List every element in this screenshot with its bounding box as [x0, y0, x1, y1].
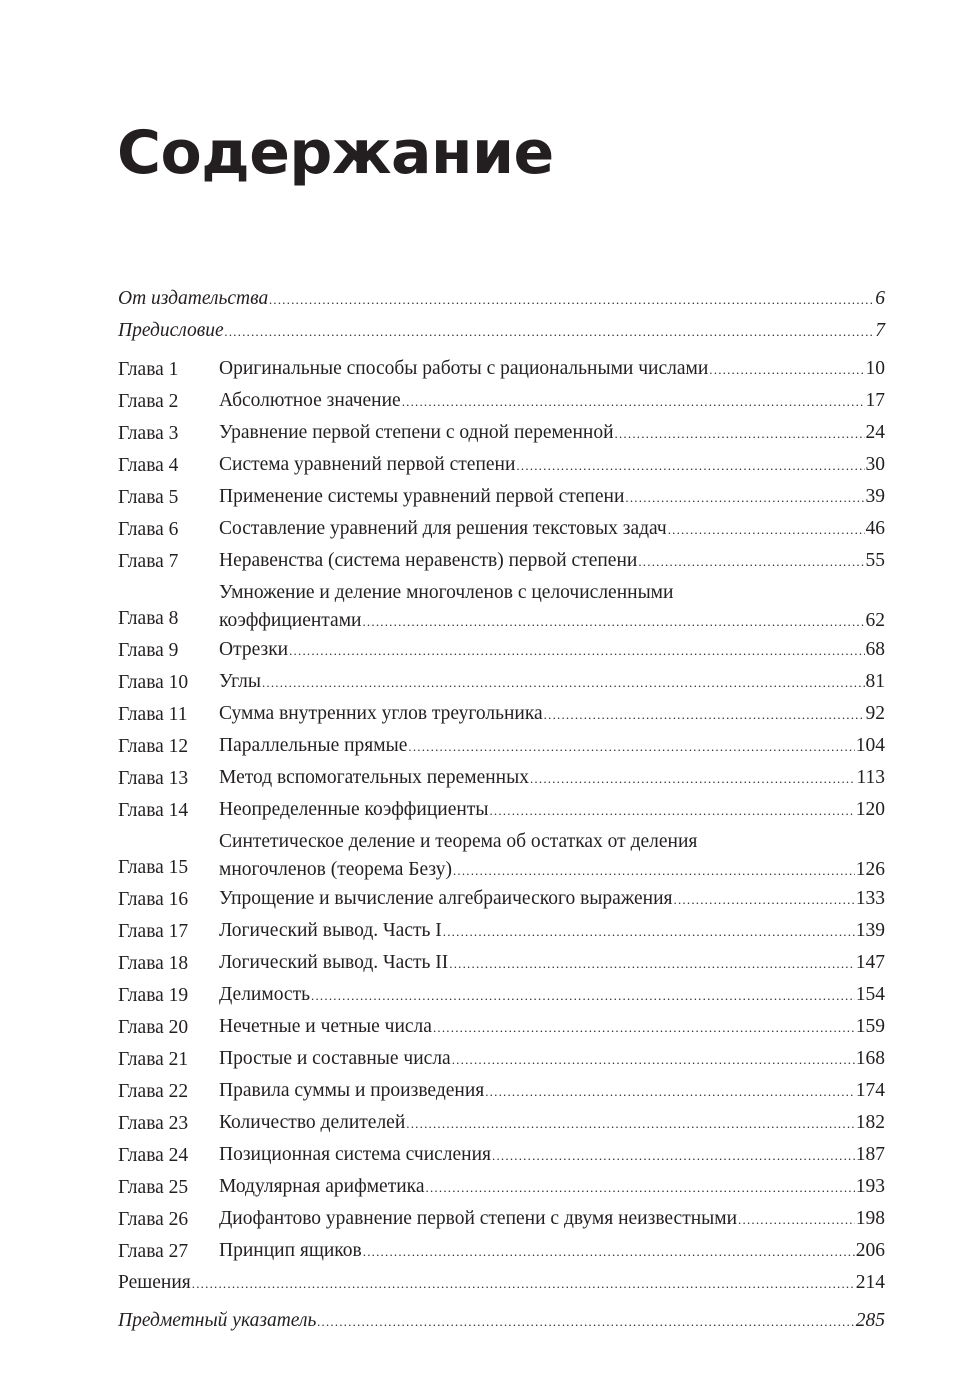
entry-title: Предметный указатель — [118, 1310, 317, 1331]
entry-title: Углы — [219, 671, 261, 692]
entry-title: коэффициентами — [219, 610, 362, 631]
page-number: 154 — [855, 984, 885, 1005]
chapter-label: Глава 13 — [118, 768, 189, 789]
chapter-label: Глава 25 — [118, 1177, 189, 1198]
chapter-label: Глава 21 — [118, 1049, 189, 1070]
dot-leader — [625, 482, 864, 513]
dot-leader — [453, 858, 855, 883]
entry-title: Уравнение первой степени с одной переменной — [219, 422, 614, 443]
dot-leader — [289, 635, 864, 666]
chapter-label: Глава 1 — [118, 359, 179, 380]
dot-leader — [709, 354, 864, 385]
chapter-label: Глава 26 — [118, 1209, 189, 1230]
toc-entry[interactable] — [118, 1011, 885, 1043]
chapter-label: Глава 2 — [118, 391, 179, 412]
dot-leader — [674, 884, 855, 915]
entry-title: Позиционная система счисления — [219, 1144, 492, 1165]
chapter-label: Глава 8 — [118, 608, 179, 629]
page-number: 159 — [855, 1016, 885, 1037]
chapter-label: Глава 6 — [118, 519, 179, 540]
dot-leader — [317, 1306, 854, 1337]
dot-leader — [443, 916, 855, 947]
chapter-label: Глава 14 — [118, 800, 189, 821]
page-number: 17 — [865, 390, 885, 411]
toc-entry[interactable] — [118, 513, 885, 545]
dot-leader — [638, 546, 864, 577]
page-number: 285 — [855, 1310, 885, 1331]
page-number: 214 — [855, 1272, 885, 1293]
chapter-label: Глава 27 — [118, 1241, 189, 1262]
chapter-label: Глава 19 — [118, 985, 189, 1006]
entry-title: Количество делителей — [219, 1112, 406, 1133]
dot-leader — [311, 980, 855, 1011]
toc-entry[interactable] — [118, 481, 885, 513]
toc-entry[interactable] — [118, 634, 885, 666]
dot-leader — [363, 1236, 855, 1267]
chapter-label: Глава 22 — [118, 1081, 189, 1102]
dot-leader — [225, 316, 875, 347]
page-number: 104 — [855, 735, 885, 756]
chapter-label: Глава 3 — [118, 423, 179, 444]
chapter-label: Глава 9 — [118, 640, 179, 661]
dot-leader — [738, 1204, 855, 1235]
page-number: 147 — [855, 952, 885, 973]
toc-entry[interactable] — [118, 915, 885, 947]
entry-title: Метод вспомогательных переменных — [219, 767, 529, 788]
entry-title: Неравенства (система неравенств) первой степени — [219, 550, 638, 571]
entry-title: Правила суммы и произведения — [219, 1080, 485, 1101]
page-title: Содержание — [117, 118, 554, 188]
entry-title: Неопределенные коэффициенты — [219, 799, 489, 820]
page-number: 198 — [855, 1208, 885, 1229]
toc-entry[interactable] — [118, 883, 885, 915]
dot-leader — [530, 763, 856, 794]
toc-entry[interactable] — [118, 947, 885, 979]
page-number: 39 — [865, 486, 885, 507]
toc-entry[interactable] — [118, 1171, 885, 1203]
page-number: 30 — [865, 454, 885, 475]
dot-leader — [485, 1076, 855, 1107]
toc-entry[interactable] — [118, 666, 885, 698]
entry-title: Решения — [118, 1272, 191, 1293]
chapter-label: Глава 12 — [118, 736, 189, 757]
toc-entry[interactable] — [118, 1235, 885, 1267]
toc-entry[interactable] — [118, 698, 885, 730]
entry-title: Принцип ящиков — [219, 1240, 362, 1261]
page-number: 206 — [855, 1240, 885, 1261]
toc-entry[interactable] — [118, 762, 885, 794]
chapter-label: Глава 23 — [118, 1113, 189, 1134]
toc-entry[interactable] — [118, 1203, 885, 1235]
chapter-label: Глава 16 — [118, 889, 189, 910]
page-number: 120 — [855, 799, 885, 820]
dot-leader — [544, 699, 865, 730]
dot-leader — [516, 450, 864, 481]
toc-entry[interactable] — [118, 1107, 885, 1139]
toc-entry[interactable] — [118, 730, 885, 762]
toc-entry[interactable] — [118, 385, 885, 417]
toc-entry[interactable] — [118, 417, 885, 449]
toc-entry[interactable] — [118, 1075, 885, 1107]
chapter-label: Глава 11 — [118, 704, 188, 725]
page-number: 113 — [856, 767, 885, 788]
dot-leader — [449, 948, 855, 979]
toc-entry[interactable] — [118, 315, 885, 347]
toc-entry[interactable] — [118, 794, 885, 826]
toc-entry[interactable] — [118, 1139, 885, 1171]
entry-title: Простые и составные числа — [219, 1048, 451, 1069]
page-number: 24 — [865, 422, 885, 443]
toc-entry[interactable] — [118, 577, 885, 634]
chapter-label: Глава 24 — [118, 1145, 189, 1166]
page-number: 193 — [855, 1176, 885, 1197]
dot-leader — [406, 1108, 854, 1139]
entry-title: Нечетные и четные числа — [219, 1016, 432, 1037]
entry-title: Применение системы уравнений первой степени — [219, 486, 625, 507]
entry-title: Логический вывод. Часть II — [219, 952, 449, 973]
chapter-label: Глава 20 — [118, 1017, 189, 1038]
dot-leader — [452, 1044, 855, 1075]
dot-leader — [408, 731, 854, 762]
toc-entry[interactable] — [118, 826, 885, 883]
toc-entry[interactable] — [118, 353, 885, 385]
chapter-label: Глава 15 — [118, 857, 189, 878]
entry-title: многочленов (теорема Безу) — [219, 859, 452, 880]
toc-entry[interactable] — [118, 1305, 885, 1337]
page-number: 168 — [855, 1048, 885, 1069]
dot-leader — [269, 284, 874, 315]
page-number: 62 — [865, 610, 885, 631]
page-number: 68 — [865, 639, 885, 660]
dot-leader — [615, 418, 865, 449]
entry-title: Предисловие — [118, 320, 224, 341]
page-number: 133 — [855, 888, 885, 909]
entry-title: Делимость — [219, 984, 311, 1005]
entry-title: Абсолютное значение — [219, 390, 401, 411]
entry-title: Сумма внутренних углов треугольника — [219, 703, 543, 724]
page-number: 55 — [865, 550, 885, 571]
chapter-label: Глава 10 — [118, 672, 189, 693]
chapter-label: Глава 5 — [118, 487, 179, 508]
entry-title: Диофантово уравнение первой степени с двумя неизвестными — [219, 1208, 738, 1229]
page-number: 92 — [865, 703, 885, 724]
dot-leader — [668, 514, 865, 545]
chapter-label: Глава 18 — [118, 953, 189, 974]
toc-entry[interactable] — [118, 1267, 885, 1299]
page-number: 7 — [875, 320, 885, 341]
table-of-contents — [118, 283, 885, 1337]
dot-leader — [192, 1268, 855, 1299]
page-number: 46 — [865, 518, 885, 539]
page-number: 81 — [865, 671, 885, 692]
entry-title: Логический вывод. Часть I — [219, 920, 442, 941]
toc-entry[interactable] — [118, 283, 885, 315]
page-number: 187 — [855, 1144, 885, 1165]
dot-leader — [433, 1012, 855, 1043]
dot-leader — [402, 386, 865, 417]
entry-title: Оригинальные способы работы с рациональными числами — [219, 358, 709, 379]
dot-leader — [489, 795, 854, 826]
dot-leader — [362, 609, 864, 634]
toc-entry[interactable] — [118, 449, 885, 481]
entry-title: Модулярная арифметика — [219, 1176, 425, 1197]
chapter-label: Глава 17 — [118, 921, 189, 942]
page-number: 174 — [855, 1080, 885, 1101]
entry-title: Упрощение и вычисление алгебраического выражения — [219, 888, 673, 909]
entry-title: Составление уравнений для решения текстовых задач — [219, 518, 667, 539]
dot-leader — [262, 667, 865, 698]
page-number: 10 — [865, 358, 885, 379]
chapter-label: Глава 4 — [118, 455, 179, 476]
toc-entry[interactable] — [118, 545, 885, 577]
toc-entry[interactable] — [118, 1043, 885, 1075]
entry-title: Параллельные прямые — [219, 735, 408, 756]
dot-leader — [492, 1140, 855, 1171]
entry-title: Отрезки — [219, 639, 289, 660]
page-number: 182 — [855, 1112, 885, 1133]
entry-title: Умножение и деление многочленов с целочисленными — [219, 582, 674, 603]
entry-title: От издательства — [118, 288, 269, 309]
page-number: 6 — [875, 288, 885, 309]
page-number: 126 — [855, 859, 885, 880]
entry-title: Система уравнений первой степени — [219, 454, 516, 475]
page-number: 139 — [855, 920, 885, 941]
toc-entry[interactable] — [118, 979, 885, 1011]
dot-leader — [426, 1172, 855, 1203]
chapter-label: Глава 7 — [118, 551, 179, 572]
entry-title: Синтетическое деление и теорема об остатках от деления — [219, 831, 698, 852]
